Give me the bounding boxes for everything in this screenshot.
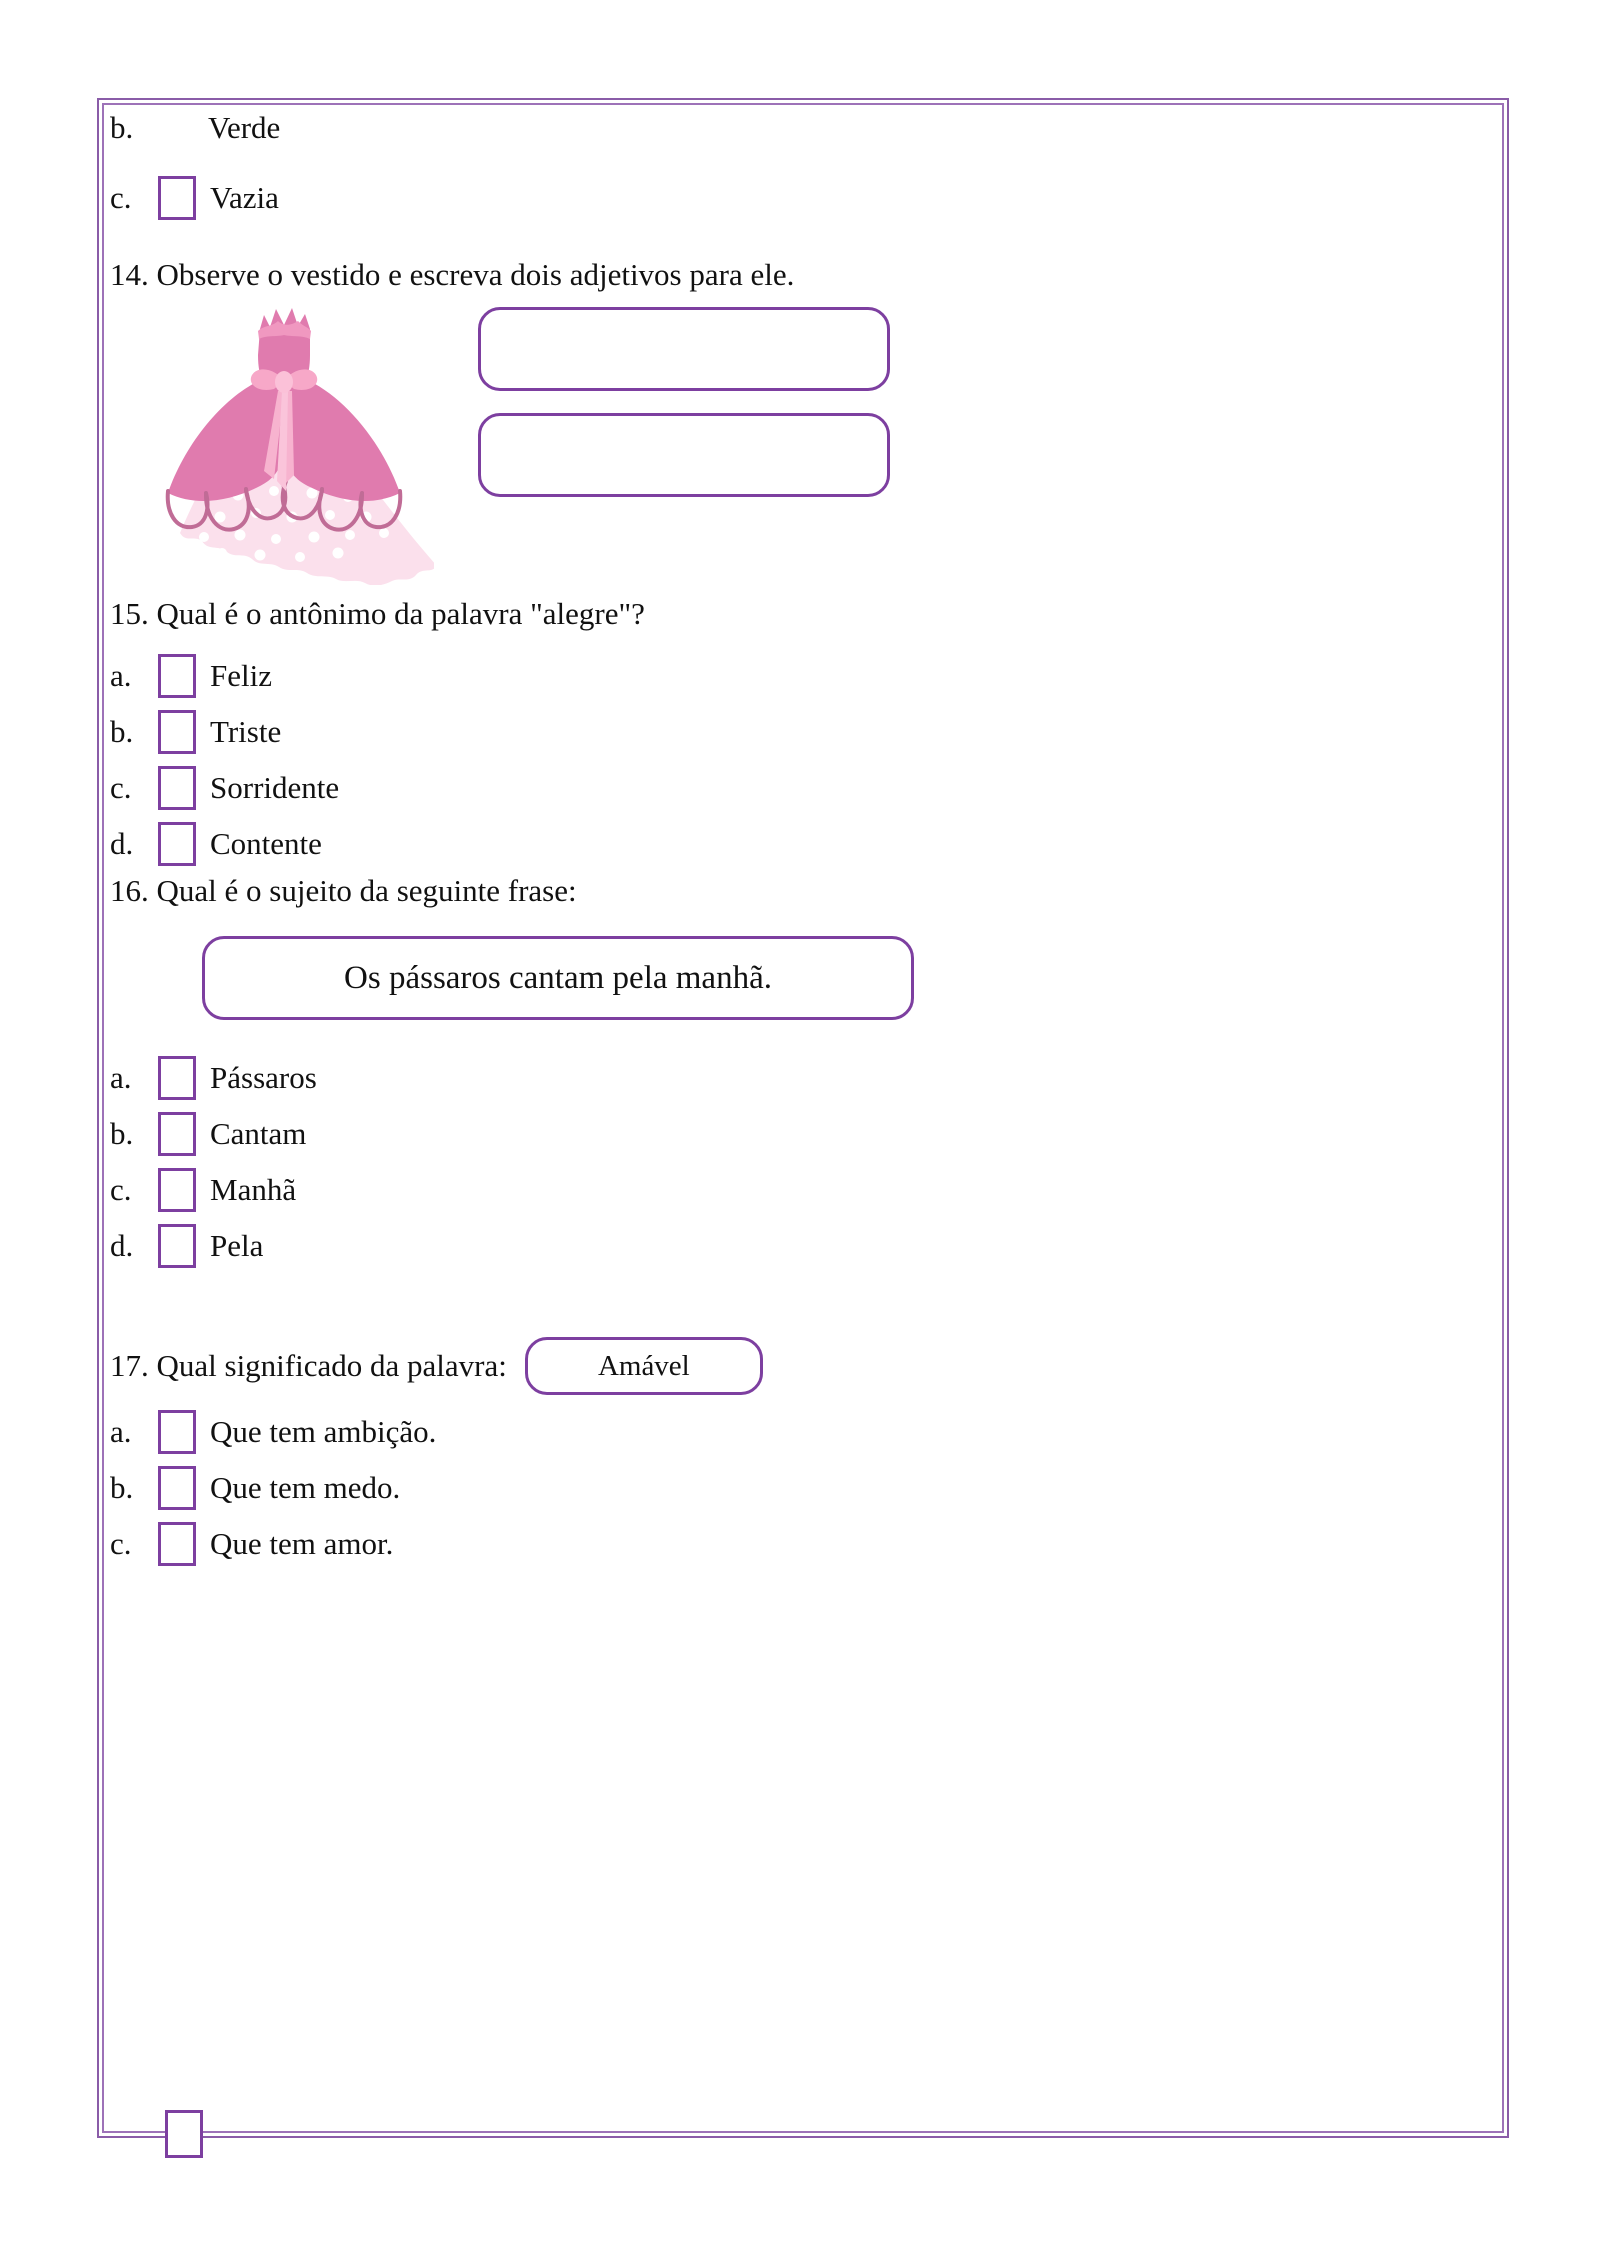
option-label: Verde xyxy=(208,110,281,145)
spacer xyxy=(110,156,1500,170)
option-letter: a. xyxy=(110,657,132,693)
checkbox[interactable] xyxy=(158,1112,196,1156)
option-letter: b. xyxy=(110,1470,134,1506)
option-label: Sorridente xyxy=(210,769,340,805)
word-box-text: Amável xyxy=(597,1349,690,1382)
checkbox[interactable] xyxy=(165,2110,203,2158)
option-row[interactable] xyxy=(110,1106,1500,1162)
option-letter: c. xyxy=(110,1526,132,1562)
option-label: Cantam xyxy=(210,1116,307,1152)
option-row[interactable] xyxy=(110,1050,1500,1106)
option-row[interactable] xyxy=(110,100,1500,156)
question-17-prompt: 17. Qual significado da palavra: xyxy=(110,1347,507,1383)
question-14-prompt: 14. Observe o vestido e escreva dois adjetivos para ele. xyxy=(110,257,795,292)
option-letter: b. xyxy=(110,1116,134,1152)
checkbox[interactable] xyxy=(158,1168,196,1212)
option-row[interactable] xyxy=(110,760,1500,816)
option-row[interactable] xyxy=(110,1460,1500,1516)
question-16-prompt: 16. Qual é o sujeito da seguinte frase: xyxy=(110,872,577,908)
checkbox[interactable] xyxy=(158,654,196,698)
option-letter: c. xyxy=(110,180,132,215)
checkbox[interactable] xyxy=(158,822,196,866)
option-letter: c. xyxy=(110,769,132,805)
sentence-box xyxy=(202,936,914,1020)
question-17-prompt-line xyxy=(110,1328,1500,1404)
spacer xyxy=(110,1020,1500,1050)
option-label: Feliz xyxy=(210,657,272,693)
checkbox[interactable] xyxy=(158,766,196,810)
option-letter: b. xyxy=(110,110,134,145)
option-label: Manhã xyxy=(210,1172,297,1208)
sentence-text: Os pássaros cantam pela manhã. xyxy=(344,959,772,996)
question-14-answer-boxes xyxy=(478,307,890,497)
answer-box-adjective-2[interactable] xyxy=(478,413,890,497)
checkbox[interactable] xyxy=(158,1056,196,1100)
checkbox[interactable] xyxy=(158,1410,196,1454)
checkbox[interactable] xyxy=(158,710,196,754)
option-row[interactable] xyxy=(110,1218,1500,1274)
question-15-prompt: 15. Qual é o antônimo da palavra "alegre"? xyxy=(110,595,645,631)
option-label: Pela xyxy=(210,1228,264,1264)
spacer xyxy=(110,1274,1500,1328)
pink-princess-dress-illustration xyxy=(134,295,434,585)
option-label: Vazia xyxy=(210,180,279,215)
option-letter: c. xyxy=(110,1172,132,1208)
option-label: Que tem medo. xyxy=(210,1470,401,1506)
option-letter: a. xyxy=(110,1414,132,1450)
option-row[interactable] xyxy=(110,1404,1500,1460)
option-label: Contente xyxy=(210,825,322,861)
worksheet-content xyxy=(110,100,1500,1572)
question-14-block xyxy=(110,295,1500,595)
checkbox[interactable] xyxy=(158,1224,196,1268)
option-letter: d. xyxy=(110,1228,134,1264)
word-box xyxy=(525,1337,763,1395)
answer-box-adjective-1[interactable] xyxy=(478,307,890,391)
option-row[interactable] xyxy=(110,170,1500,226)
option-label: Que tem amor. xyxy=(210,1526,394,1562)
option-letter: b. xyxy=(110,713,134,749)
option-row[interactable] xyxy=(110,704,1500,760)
option-row[interactable] xyxy=(110,816,1500,872)
option-row[interactable] xyxy=(110,1516,1500,1572)
option-letter: d. xyxy=(110,825,134,861)
checkbox[interactable] xyxy=(158,176,196,220)
checkbox[interactable] xyxy=(158,1522,196,1566)
checkbox[interactable] xyxy=(158,1466,196,1510)
option-label: Pássaros xyxy=(210,1060,317,1096)
option-letter: a. xyxy=(110,1060,132,1096)
option-row[interactable] xyxy=(110,1162,1500,1218)
spacer xyxy=(110,226,1500,256)
option-label: Triste xyxy=(210,713,282,749)
option-label: Que tem ambição. xyxy=(210,1414,437,1450)
spacer xyxy=(110,634,1500,648)
option-row[interactable] xyxy=(110,648,1500,704)
